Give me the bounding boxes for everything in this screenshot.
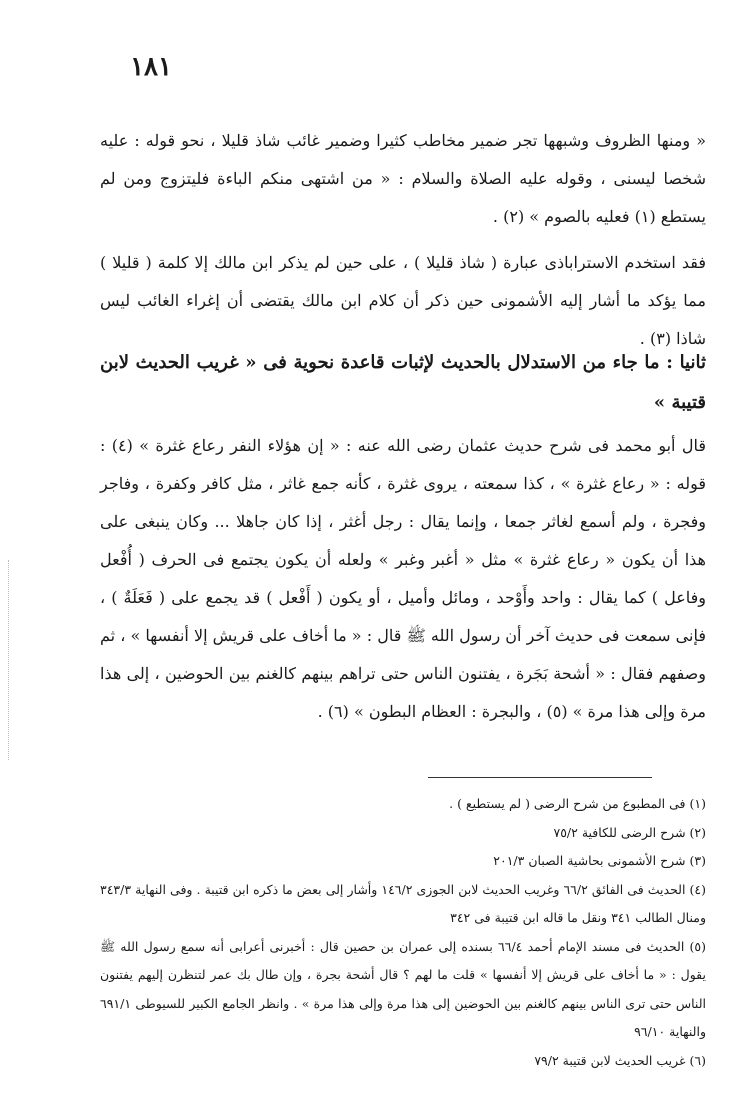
footnote: (٦) غريب الحديث لابن قتيبة ٧٩/٢	[534, 1052, 706, 1068]
footnote: (٥) الحديث فى مسند الإمام أحمد ٦٦/٤ بسنده إلى عمران بن حصين قال : أخبرنى أعرابى أنه سمع رسول الله ﷺ يقول : « ما أخاف على قريش إلا أنفسها » قلت ما لهم ؟ قال أشحة بجرة ، وإن طال بك عمر لتنظرن إليهم يفتنون الناس حتى ترى الناس بينهم كالغنم بين الحوضين إلى هذا مرة وإلى هذا مرة » . وانظر الجامع الكبير للسيوطى ٦٩١/١ والنهاية ٩٦/١٠	[100, 938, 706, 1039]
footnote-separator	[428, 777, 652, 778]
footnote: (٣) شرح الأشمونى بحاشية الصبان ٢٠١/٣	[493, 853, 706, 868]
page-number: ١٨١	[130, 52, 172, 82]
body-paragraph: قال أبو محمد فى شرح حديث عثمان رضى الله عنه : « إن هؤلاء النفر رعاع غثرة » (٤) : قوله : « رعاع غثرة » ، كذا سمعته ، يروى غثرة ، كأنه جمع غاثر ، مثل كافر وكفرة ، وفاجر وفجرة ، ولم أسمع لغاثر جمعا ، وإنما يقال : رجل أغثر ، إذا كان جاهلا ... وكان ينبغى على هذا أن يكون « رعاع غثرة » مثل « أغبر وغبر » ولعله أن يكون يجتمع فى الحرف ( أُفْعل وفاعل ) كما يقال : واحد وأَوْحد ، ومائل وأميل ، أو يكون ( أَفْعل ) قد يجمع على ( فَعَلَةٌ ) ، فإنى سمعت فى حديث آخر أن رسول الله ﷺ قال : « ما أخاف على قريش إلا أنفسها » ، ثم وصفهم فقال : « أشحة بَجَرة ، يفتنون الناس حتى تراهم بينهم كالغنم بين الحوضين ، إلى هذا مرة وإلى هذا مرة » (٥) ، والبجرة : العظام البطون » (٦) .	[100, 436, 706, 721]
footnote: (٤) الحديث فى الفائق ٦٦/٢ وغريب الحديث لابن الجوزى ١٤٦/٢ وأشار إلى بعض ما ذكره ابن قتيبة . وفى النهاية ٣٤٣/٣ ومنال الطالب ٣٤١ ونقل ما قاله ابن قتيبة فى ٣٤٢	[100, 881, 706, 925]
body-paragraph: « ومنها الظروف وشبهها تجر ضمير مخاطب كثيرا وضمير غائب شاذ قليلا ، نحو قوله : عليه شخصا ليسنى ، وقوله عليه الصلاة والسلام : « من اشتهى منكم الباءة فليتزوج ومن لم يستطع (١) فعليه بالصوم » (٢) .	[100, 131, 706, 226]
footnotes	[100, 790, 706, 1075]
footnote: (٢) شرح الرضى للكافية ٧٥/٢	[553, 824, 706, 840]
body-paragraph: فقد استخدم الاستراباذى عبارة ( شاذ قليلا ) ، على حين لم يذكر ابن مالك إلا كلمة ( قليلا ) مما يؤكد ما أشار إليه الأشمونى حين ذكر أن كلام ابن مالك يقتضى أن إغراء الغائب ليس شاذا (٣) .	[100, 253, 706, 348]
page-edge-mark	[8, 560, 9, 760]
section-heading: ثانيا : ما جاء من الاستدلال بالحديث لإثبات قاعدة نحوية فى « غريب الحديث لابن قتيبة »	[100, 352, 706, 413]
footnote: (١) فى المطبوع من شرح الرضى ( لم يستطيع ) .	[449, 796, 706, 811]
